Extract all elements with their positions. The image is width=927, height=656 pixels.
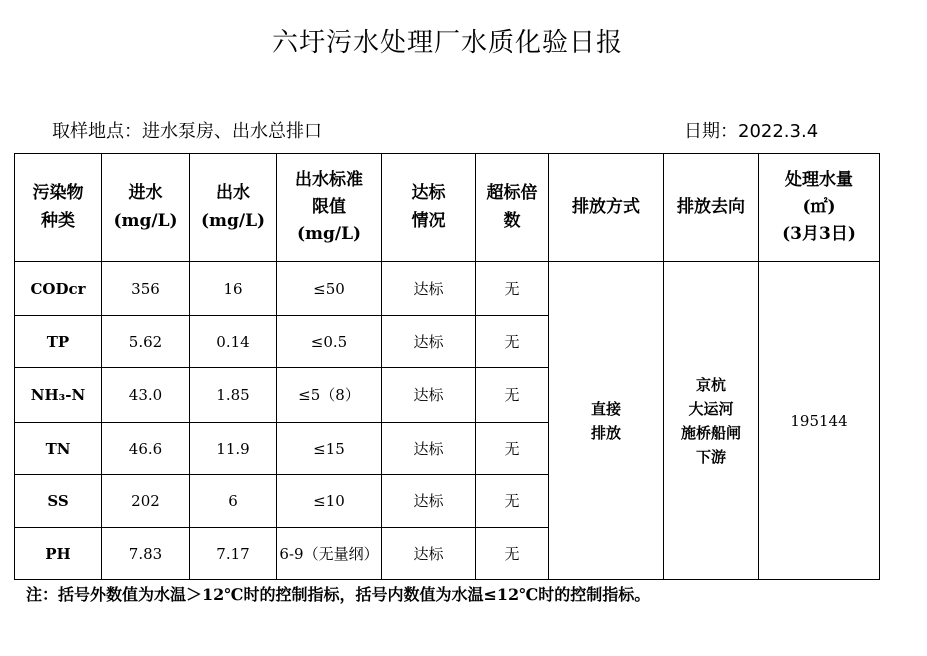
table-header-row bbox=[15, 154, 880, 262]
outflow-value: 6 bbox=[190, 475, 277, 528]
header-inflow: 进水 (mg/L) bbox=[102, 154, 190, 262]
header-volume: 处理水量 (㎡) (3月3日) bbox=[759, 154, 880, 262]
pollutant-name: TP bbox=[15, 316, 102, 368]
status-value: 达标 bbox=[382, 475, 476, 528]
exceed-value: 无 bbox=[476, 475, 549, 528]
status-value: 达标 bbox=[382, 316, 476, 368]
header-exceed: 超标倍 数 bbox=[476, 154, 549, 262]
outflow-value: 7.17 bbox=[190, 528, 277, 580]
header-discharge-method: 排放方式 bbox=[549, 154, 664, 262]
water-quality-table bbox=[14, 153, 880, 580]
inflow-value: 7.83 bbox=[102, 528, 190, 580]
exceed-value: 无 bbox=[476, 368, 549, 423]
pollutant-name: CODcr bbox=[15, 262, 102, 316]
header-outflow: 出水 (mg/L) bbox=[190, 154, 277, 262]
limit-value: ≤10 bbox=[277, 475, 382, 528]
report-title: 六圩污水处理厂水质化验日报 bbox=[271, 28, 623, 58]
limit-value: ≤5（8） bbox=[277, 368, 382, 423]
pollutant-name: SS bbox=[15, 475, 102, 528]
discharge-destination: 京杭 大运河 施桥船闸 下游 bbox=[664, 262, 759, 580]
exceed-value: 无 bbox=[476, 262, 549, 316]
header-status: 达标 情况 bbox=[382, 154, 476, 262]
limit-value: ≤50 bbox=[277, 262, 382, 316]
status-value: 达标 bbox=[382, 368, 476, 423]
outflow-value: 16 bbox=[190, 262, 277, 316]
exceed-value: 无 bbox=[476, 528, 549, 580]
status-value: 达标 bbox=[382, 528, 476, 580]
pollutant-name: TN bbox=[15, 423, 102, 475]
inflow-value: 43.0 bbox=[102, 368, 190, 423]
sampling-location: 取样地点：进水泵房、出水总排口 bbox=[52, 121, 322, 142]
outflow-value: 11.9 bbox=[190, 423, 277, 475]
status-value: 达标 bbox=[382, 262, 476, 316]
limit-value: ≤0.5 bbox=[277, 316, 382, 368]
footnote: 注：括号外数值为水温＞12℃时的控制指标，括号内数值为水温≤12℃时的控制指标。 bbox=[26, 585, 651, 604]
pollutant-name: NH₃-N bbox=[15, 368, 102, 423]
header-discharge-dest: 排放去向 bbox=[664, 154, 759, 262]
pollutant-name: PH bbox=[15, 528, 102, 580]
header-limit: 出水标准 限值 (mg/L) bbox=[277, 154, 382, 262]
inflow-value: 46.6 bbox=[102, 423, 190, 475]
report-date: 日期：2022.3.4 bbox=[684, 121, 819, 142]
table-row bbox=[15, 262, 880, 316]
treated-volume: 195144 bbox=[759, 262, 880, 580]
limit-value: 6-9（无量纲） bbox=[277, 528, 382, 580]
inflow-value: 202 bbox=[102, 475, 190, 528]
exceed-value: 无 bbox=[476, 423, 549, 475]
limit-value: ≤15 bbox=[277, 423, 382, 475]
outflow-value: 1.85 bbox=[190, 368, 277, 423]
outflow-value: 0.14 bbox=[190, 316, 277, 368]
discharge-method: 直接 排放 bbox=[549, 262, 664, 580]
status-value: 达标 bbox=[382, 423, 476, 475]
exceed-value: 无 bbox=[476, 316, 549, 368]
inflow-value: 356 bbox=[102, 262, 190, 316]
inflow-value: 5.62 bbox=[102, 316, 190, 368]
header-pollutant: 污染物 种类 bbox=[15, 154, 102, 262]
